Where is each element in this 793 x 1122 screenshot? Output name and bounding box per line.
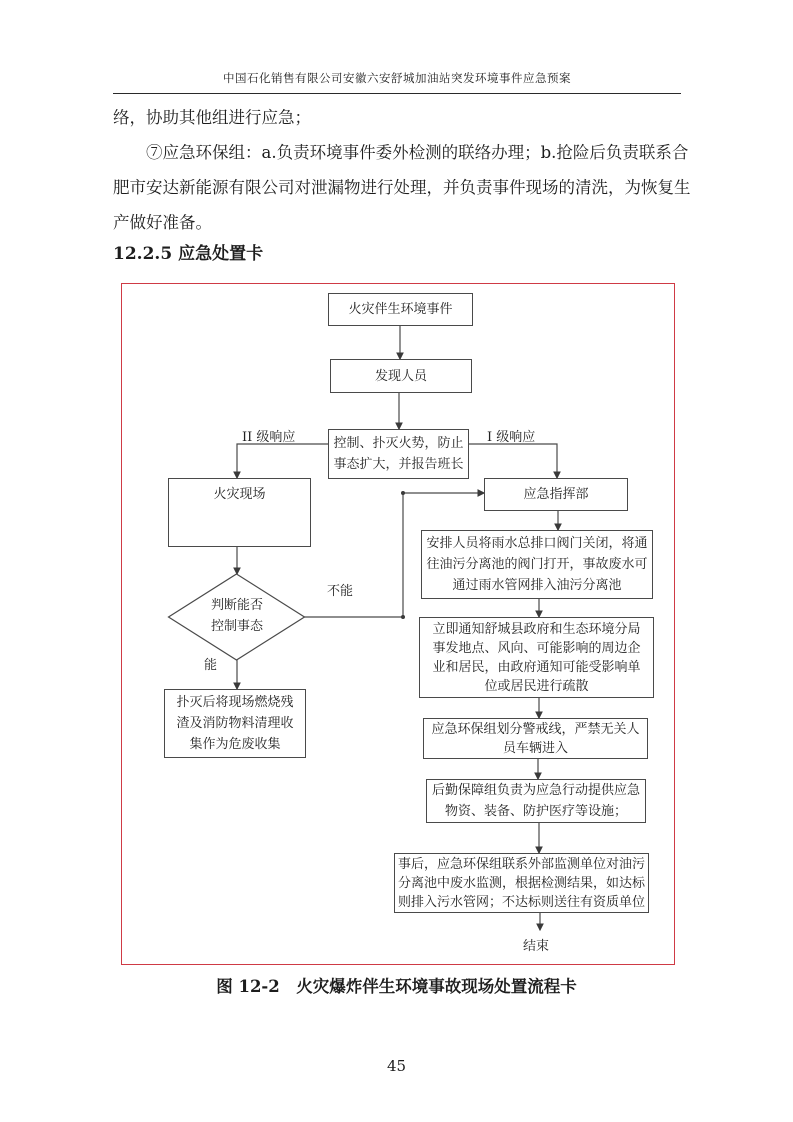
section-heading: 12.2.5 应急处置卡	[113, 244, 264, 264]
document-header: 中国石化销售有限公司安徽六安舒城加油站突发环境事件应急预案	[113, 70, 681, 94]
flow-node-monitor: 事后，应急环保组联系外部监测单位对油污分离池中废水监测，根据检测结果，如达标则排入污水管网；不达标则送往有资质单位	[394, 853, 649, 913]
flow-node-judge: 判断能否控制事态	[210, 598, 263, 634]
figure-caption: 图 12-2 火灾爆炸伴生环境事故现场处置流程卡	[216, 977, 577, 996]
flowchart-frame	[121, 283, 675, 965]
flow-node-discoverer: 发现人员	[330, 359, 472, 393]
body-line: 产做好准备。	[113, 213, 212, 232]
page-number: 45	[386, 1057, 407, 1075]
flow-node-notify: 立即通知舒城县政府和生态环境分局事发地点、风向、可能影响的周边企业和居民，由政府通知可能受影响单位或居民进行疏散	[419, 617, 654, 698]
flow-node-command: 应急指挥部	[484, 478, 628, 511]
flow-node-cleanup: 扑灭后将现场燃烧残渣及消防物料清理收集作为危废收集	[164, 689, 306, 758]
flow-node-end: 结束	[522, 939, 549, 954]
body-line: 络，协助其他组进行应急；	[113, 108, 311, 127]
flow-node-control: 控制、扑灭火势，防止事态扩大，并报告班长	[328, 429, 469, 479]
flow-node-logistics: 后勤保障组负责为应急行动提供应急物资、装备、防护医疗等设施；	[426, 779, 646, 823]
body-paragraphs	[113, 100, 691, 240]
flow-label-cannot: 不能	[327, 584, 354, 599]
flow-label-level2-response: II 级响应	[242, 430, 296, 445]
flow-label-can: 能	[204, 658, 218, 673]
flow-node-start: 火灾伴生环境事件	[328, 293, 473, 326]
flow-label-level1-response: I 级响应	[487, 430, 536, 445]
flow-node-valve: 安排人员将雨水总排口阀门关闭，将通往油污分离池的阀门打开，事故废水可通过雨水管网排入油污分离池	[421, 530, 653, 599]
flow-node-fire-scene: 火灾现场	[168, 478, 311, 547]
flow-node-cordon: 应急环保组划分警戒线，严禁无关人员车辆进入	[423, 718, 648, 759]
body-line: ⑦应急环保组：a.负责环境事件委外检测的联络办理；b.抢险后负责联系合	[146, 143, 689, 162]
body-line: 肥市安达新能源有限公司对泄漏物进行处理，并负责事件现场的清洗，为恢复生	[113, 178, 691, 197]
